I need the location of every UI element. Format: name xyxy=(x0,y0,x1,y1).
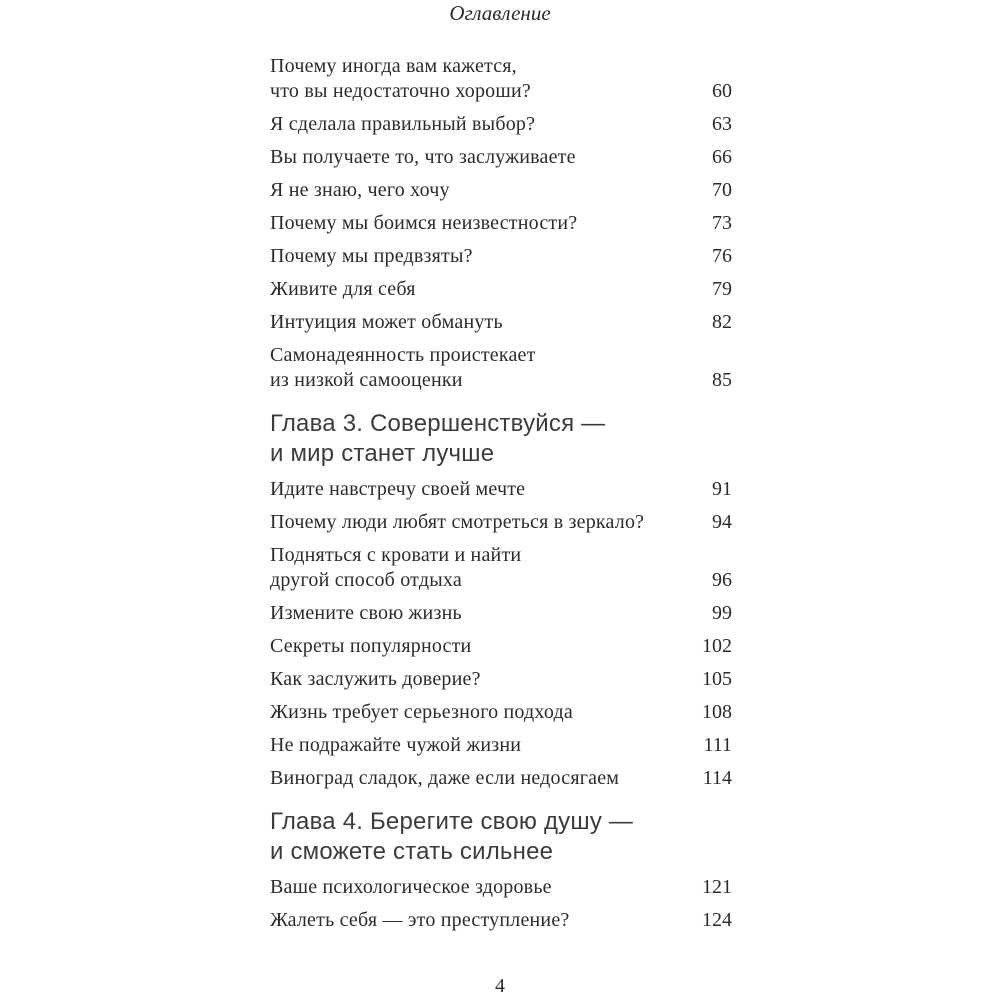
toc-entry-title: Не подражайте чужой жизни xyxy=(270,734,522,756)
toc-entry-page: 82 xyxy=(712,311,732,333)
toc-entry-title: Подняться с кровати и найти другой способ отдыха xyxy=(270,544,522,591)
toc-entry-title: Идите навстречу своей мечте xyxy=(270,478,526,500)
toc-entry xyxy=(270,875,732,900)
toc-entry-title: Жизнь требует серьезного подхода xyxy=(270,701,573,723)
toc-entry-page: 105 xyxy=(702,668,732,690)
toc-entry xyxy=(270,543,732,593)
toc-entry-title: Измените свою жизнь xyxy=(270,602,462,624)
toc-entry xyxy=(270,112,732,137)
toc-entry-title: Я не знаю, чего хочу xyxy=(270,179,450,201)
toc-entry xyxy=(270,54,732,104)
toc-entry xyxy=(270,343,732,393)
toc-entry-page: 73 xyxy=(712,212,732,234)
toc-entry-title: Почему иногда вам кажется, что вы недостаточно хороши? xyxy=(270,55,531,102)
toc-entry xyxy=(270,733,732,758)
toc-entry-page: 70 xyxy=(712,179,732,201)
toc-entry xyxy=(270,277,732,302)
toc-entry-page: 94 xyxy=(712,511,732,533)
toc-entry-page: 60 xyxy=(712,80,732,102)
toc-entry-title: Жалеть себя — это преступление? xyxy=(270,909,570,931)
toc-entry-title: Я сделала правильный выбор? xyxy=(270,113,536,135)
toc-entry-page: 99 xyxy=(712,602,732,624)
toc-entry-title: Почему люди любят смотреться в зеркало? xyxy=(270,511,645,533)
toc-entry-title: Живите для себя xyxy=(270,278,416,300)
toc-entry-page: 85 xyxy=(712,369,732,391)
toc-entry xyxy=(270,601,732,626)
toc-entry-title: Почему мы предвзяты? xyxy=(270,245,473,267)
toc-entry xyxy=(270,908,732,933)
toc-entry xyxy=(270,766,732,791)
toc-entry xyxy=(270,667,732,692)
toc-entry xyxy=(270,510,732,535)
toc-entry-title: Как заслужить доверие? xyxy=(270,668,481,690)
page-number: 4 xyxy=(495,975,505,997)
toc-entry-page: 91 xyxy=(712,478,732,500)
toc-entry-page: 102 xyxy=(702,635,732,657)
toc-entry xyxy=(270,244,732,269)
toc-entry-page: 121 xyxy=(702,876,732,898)
toc-entry-page: 108 xyxy=(702,701,732,723)
toc-entry-page: 76 xyxy=(712,245,732,267)
toc-entry-page: 124 xyxy=(702,909,732,931)
toc-entry-title: Почему мы боимся неизвестности? xyxy=(270,212,578,234)
toc-section-heading: Глава 4. Берегите свою душу — и сможете стать сильнее xyxy=(270,808,634,865)
toc-entry-title: Самонадеянность проистекает из низкой самооценки xyxy=(270,344,536,391)
toc-entry-page: 63 xyxy=(712,113,732,135)
toc-entry xyxy=(270,310,732,335)
toc-entry-page: 111 xyxy=(703,734,732,756)
toc-entry xyxy=(270,178,732,203)
toc-entry-title: Виноград сладок, даже если недосягаем xyxy=(270,767,620,789)
toc-entry xyxy=(270,145,732,170)
toc-entry-title: Ваше психологическое здоровье xyxy=(270,876,552,898)
table-of-contents xyxy=(270,54,732,941)
toc-entry-page: 79 xyxy=(712,278,732,300)
toc-entry xyxy=(270,477,732,502)
toc-entry-title: Вы получаете то, что заслуживаете xyxy=(270,146,576,168)
toc-entry-title: Секреты популярности xyxy=(270,635,472,657)
toc-entry-page: 66 xyxy=(712,146,732,168)
toc-entry-title: Интуиция может обмануть xyxy=(270,311,503,333)
toc-entry xyxy=(270,700,732,725)
toc-entry-page: 114 xyxy=(702,767,732,789)
toc-entry-page: 96 xyxy=(712,569,732,591)
toc-section-heading: Глава 3. Совершенствуйся — и мир станет лучше xyxy=(270,410,606,467)
toc-entry xyxy=(270,634,732,659)
toc-entry xyxy=(270,211,732,236)
page-title: Оглавление xyxy=(449,1,551,25)
